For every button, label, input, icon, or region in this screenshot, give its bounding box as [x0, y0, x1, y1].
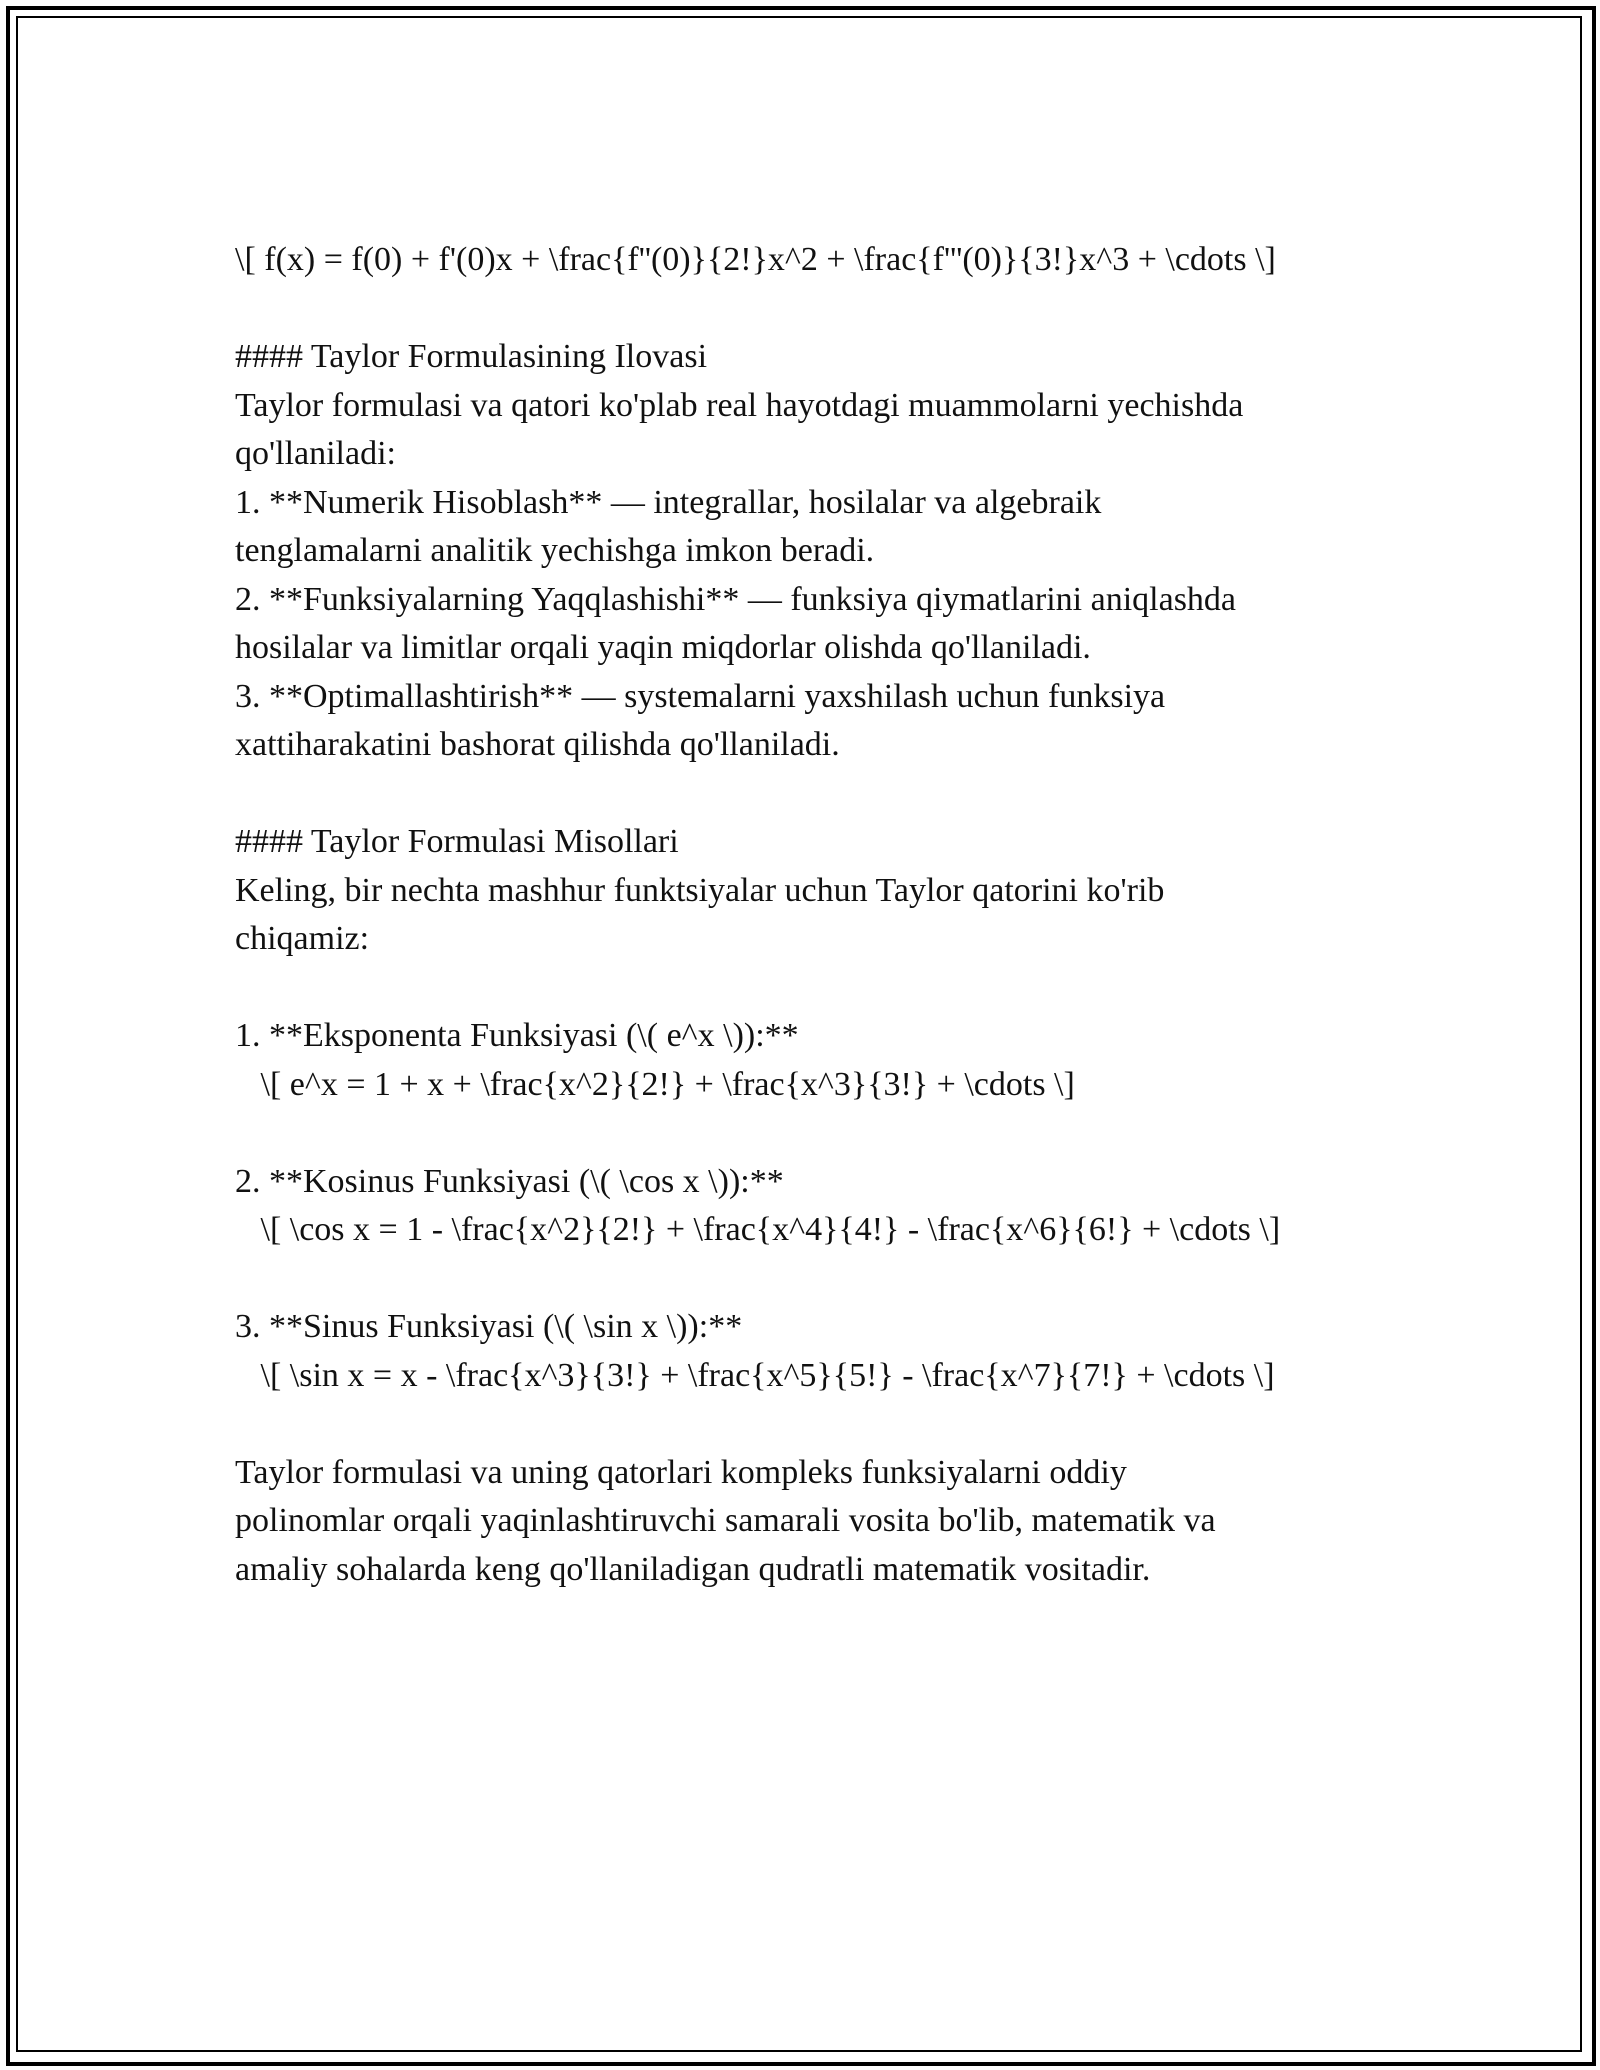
spacer	[235, 1400, 1395, 1449]
application-item-line: 3. **Optimallashtirish** — systemalarni yaxshilash uchun funksiya	[235, 677, 1166, 715]
spacer	[235, 1255, 1395, 1304]
example-formula: \[ \sin x = x - \frac{x^3}{3!} + \frac{x^5}{5!} - \frac{x^7}{7!} + \cdots \]	[235, 1356, 1275, 1394]
conclusion-line: amaliy sohalarda keng qo'llaniladigan qudratli matematik vositadir.	[235, 1550, 1151, 1588]
example-formula: \[ \cos x = 1 - \frac{x^2}{2!} + \frac{x^4}{4!} - \frac{x^6}{6!} + \cdots \]	[235, 1211, 1281, 1248]
example-formula: \[ e^x = 1 + x + \frac{x^2}{2!} + \frac{x^3}{3!} + \cdots \]	[235, 1065, 1075, 1103]
examples-intro-line: Keling, bir nechta mashhur funktsiyalar uchun Taylor qatorini ko'rib	[235, 871, 1165, 909]
examples-intro-line: chiqamiz:	[235, 920, 370, 957]
conclusion-line: Taylor formulasi va uning qatorlari kompleks funksiyalarni oddiy	[235, 1453, 1127, 1491]
application-item-line: tenglamalarni analitik yechishga imkon beradi.	[235, 532, 875, 569]
spacer	[235, 285, 1395, 334]
spacer	[235, 1109, 1395, 1158]
example-title: 2. **Kosinus Funksiyasi (\( \cos x \)):**	[235, 1162, 784, 1200]
taylor-formula: \[ f(x) = f(0) + f'(0)x + \frac{f''(0)}{2!}x^2 + \frac{f'''(0)}{3!}x^3 + \cdots \]	[235, 241, 1276, 278]
example-title: 3. **Sinus Funksiyasi (\( \sin x \)):**	[235, 1308, 743, 1345]
document-body	[235, 236, 1395, 1594]
example-title: 1. **Eksponenta Funksiyasi (\( e^x \)):**	[235, 1017, 799, 1054]
application-item-line: hosilalar va limitlar orqali yaqin miqdorlar olishda qo'llaniladi.	[235, 629, 1091, 666]
spacer	[235, 964, 1395, 1013]
applications-intro-line: Taylor formulasi va qatori ko'plab real hayotdagi muammolarni yechishda	[235, 386, 1244, 424]
conclusion-line: polinomlar orqali yaqinlashtiruvchi samarali vosita bo'lib, matematik va	[235, 1502, 1216, 1539]
application-item-line: 1. **Numerik Hisoblash** — integrallar, hosilalar va algebraik	[235, 483, 1102, 521]
application-item-line: 2. **Funksiyalarning Yaqqlashishi** — funksiya qiymatlarini aniqlashda	[235, 580, 1237, 618]
application-item-line: xattiharakatini bashorat qilishda qo'llaniladi.	[235, 726, 840, 763]
spacer	[235, 770, 1395, 819]
section-heading-examples: #### Taylor Formulasi Misollari	[235, 823, 679, 860]
applications-intro-line: qo'llaniladi:	[235, 435, 396, 472]
section-heading-applications: #### Taylor Formulasining Ilovasi	[235, 338, 708, 375]
